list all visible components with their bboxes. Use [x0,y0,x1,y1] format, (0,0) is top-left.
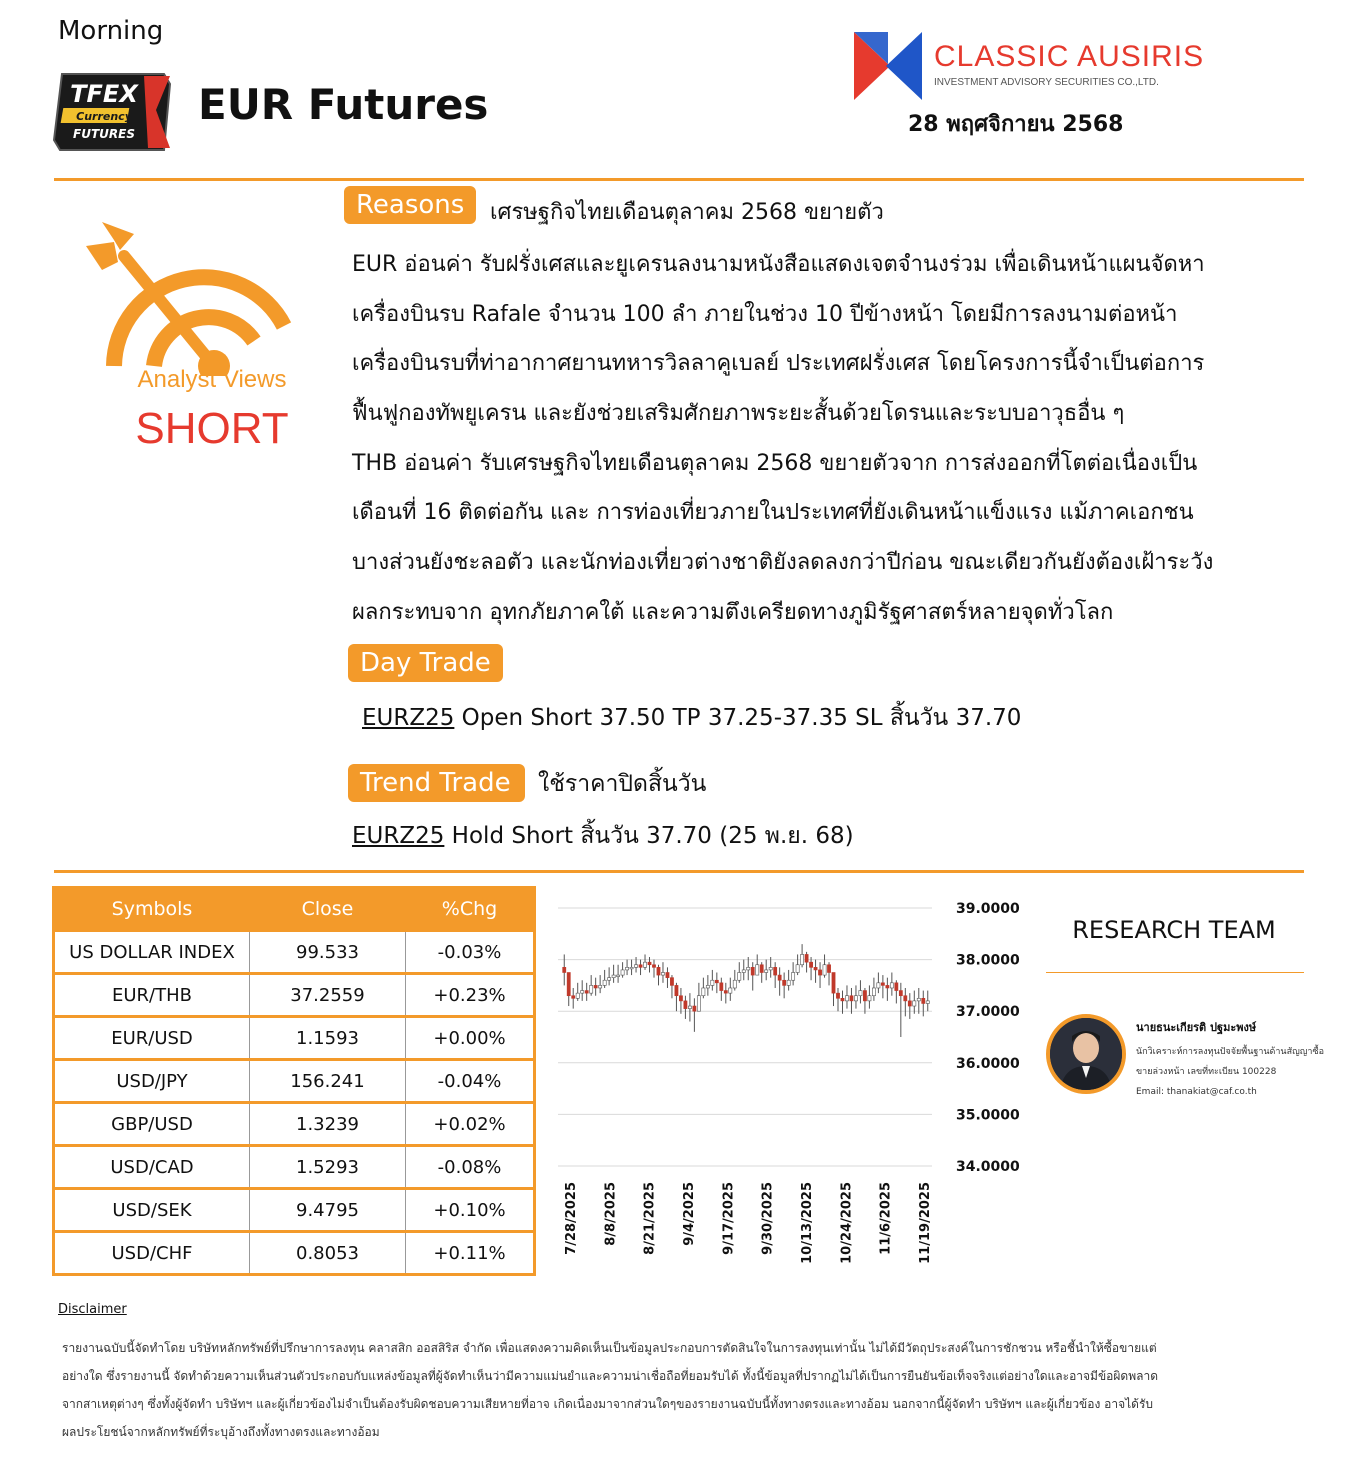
reason-line: THB อ่อนค่า รับเศรษฐกิจไทยเดือนตุลาคม 2568 ขยายตัวจาก การส่งออกที่โตต่อเนื่องเป็น [352,451,1198,476]
tfex-logo-text-2: Currency [76,110,132,123]
candle-body [872,988,875,996]
disclaimer-line: รายงานฉบับนี้จัดทำโดย บริษัทหลักทรัพย์ที่ปรึกษาการลงทุน คลาสสิก ออสสิริส จำกัด เพื่อแสดงความคิดเห็นเป็นข้อมูลประกอบการตัดสินใจในการลงทุนเท่านั้น ไม่ได้มีวัตถุประสงค์ในการชักชวน หรือชี้นำให้ซื้อขายแต่ [62,1341,1157,1355]
trend-trade-note: ใช้ราคาปิดสิ้นวัน [538,771,707,797]
day-trade-label: Day Trade [348,644,503,682]
brand-logo-icon [852,30,924,102]
candle-body [594,985,597,988]
table-row [54,1060,535,1103]
table-row [54,974,535,1017]
disclaimer-title: Disclaimer [58,1302,127,1317]
reasons-headline: เศรษฐกิจไทยเดือนตุลาคม 2568 ขยายตัว [490,200,884,225]
table-row [54,1103,535,1146]
symbol-cell: EUR/THB [54,974,250,1017]
candle-body [868,996,871,1001]
x-tick-label: 9/4/2025 [682,1182,697,1246]
candle-body [666,973,669,978]
candle-body [917,998,920,1001]
table-row [54,1189,535,1232]
symbol-cell: USD/SEK [54,1189,250,1232]
candle-body [590,985,593,993]
reason-line: บางส่วนยังชะลอตัว และนักท่องเที่ยวต่างชาติยังลดลงกว่าปีก่อน ขณะเดียวกันยังต้องเฝ้าระวัง [352,550,1214,575]
analyst-email: Email: thanakiat@caf.co.th [1136,1087,1257,1097]
brand-name: CLASSIC AUSIRIS [934,40,1205,73]
candle-body [845,996,848,1001]
symbol-cell: USD/JPY [54,1060,250,1103]
candle-body [823,965,826,975]
disclaimer-line: อย่างใด ซึ่งรายงานนี้ จัดทำด้วยความเห็นส่วนตัวประกอบกับแหล่งข้อมูลที่ผู้จัดทำเห็นว่ามีความแม่นยำและความน่าเชื่อถือที่ยอมรับได้ ทั้งนี้ข้อมูลที่ปรากฏไม่ได้เป็นการยืนยันข้อเท็จจริงแต่อย่างใดและอาจมีข้อผิดพลาด [62,1369,1158,1383]
candle-body [881,983,884,986]
analyst-license-line: ขายล่วงหน้า เลขที่ทะเบียน 100228 [1136,1067,1277,1077]
candle-body [877,983,880,988]
table-header-row [54,888,535,931]
candle-body [805,954,808,962]
candle-body [603,980,606,985]
close-cell: 1.3239 [250,1103,406,1146]
symbol-cell: USD/CHF [54,1232,250,1275]
x-tick-label: 11/6/2025 [878,1182,894,1255]
candle-body [697,996,700,1011]
trend-trade-text: Hold Short สิ้นวัน 37.70 (25 พ.ย. 68) [444,823,854,849]
table-row [54,1146,535,1189]
table-row [54,931,535,974]
avatar [1046,1014,1126,1094]
session-label: Morning [58,16,164,46]
candle-body [634,965,637,968]
table-row [54,1232,535,1275]
candle-body [711,980,714,985]
market-table [52,886,536,1276]
candle-body [608,978,611,981]
candle-body [904,996,907,1001]
column-header: Close [250,888,406,931]
disclaimer-text [62,1334,1302,1446]
candle-body [854,996,857,1001]
close-cell: 156.241 [250,1060,406,1103]
candle-body [733,980,736,988]
candle-body [908,1001,911,1006]
analyst-position-line: นักวิเคราะห์การลงทุนปัจจัยพื้นฐานด้านสัญญาซื้อ [1136,1047,1324,1057]
candle-body [765,970,768,973]
day-trade-recommendation [362,700,1021,736]
candle-body [809,962,812,967]
candle-body [679,996,682,1001]
target-arrow-icon [84,216,294,376]
analyst-position [1136,1042,1336,1102]
change-cell: -0.04% [406,1060,535,1103]
candle-body [800,954,803,964]
candle-body [756,965,759,975]
candle-body [899,991,902,996]
candle-body [630,967,633,969]
candle-body [581,991,584,994]
section-divider [54,870,1304,873]
y-tick-label: 34.0000 [956,1159,1020,1175]
x-tick-label: 9/17/2025 [721,1182,737,1255]
candle-body [648,962,651,965]
candle-body [841,998,844,1001]
candle-body [890,983,893,988]
candle-body [563,967,566,972]
reason-line: เครื่องบินรบ Rafale จำนวน 100 ลำ ภายในช่วง 10 ปีข้างหน้า โดยมีการลงนามต่อหน้า [352,302,1178,327]
candle-body [827,965,830,973]
brand-subtitle: INVESTMENT ADVISORY SECURITIES CO.,LTD. [934,77,1159,88]
x-tick-label: 8/8/2025 [603,1182,619,1246]
candle-body [926,1001,929,1004]
candle-body [684,1001,687,1009]
candle-body [751,967,754,975]
candle-body [747,967,750,970]
tfex-logo-text-3: FUTURES [73,127,135,141]
page-title: EUR Futures [198,80,489,129]
x-tick-label: 7/28/2025 [564,1182,579,1255]
reasons-label: Reasons [344,186,476,224]
candle-body [567,973,570,996]
analyst-views-label: Analyst Views [137,366,287,393]
candle-body [616,975,619,977]
candle-body [657,967,660,975]
candle-body [836,993,839,998]
reason-line: เครื่องบินรบที่ท่าอากาศยานทหารวิลลาคูเบลย์ ประเทศฝรั่งเศส โดยโครงการนี้จำเป็นต่อการ [352,351,1205,376]
table-row [54,1017,535,1060]
candle-body [639,965,642,968]
trend-trade-symbol: EURZ25 [352,823,445,849]
x-tick-label: 10/24/2025 [839,1182,855,1264]
symbol-cell: GBP/USD [54,1103,250,1146]
candle-body [702,988,705,996]
candle-body [661,973,664,976]
candle-body [576,993,579,998]
candle-body [859,991,862,996]
candle-body [599,985,602,988]
disclaimer-line: จากสาเหตุต่างๆ ซึ่งทั้งผู้จัดทำ บริษัทฯ และผู้เกี่ยวข้องไม่จำเป็นต้องรับผิดชอบความเสียหายที่อาจ เกิดเนื่องมาจากส่วนใดๆของรายงานฉบับนี้ทั้งทางตรงและทางอ้อม นอกจากนี้ผู้จัดทำ บริษัทฯ และผู้เกี่ยวข้อง อาจได้รับ [62,1397,1154,1411]
candle-body [585,991,588,994]
x-tick-label: 8/21/2025 [642,1182,658,1255]
disclaimer-line: ผลประโยชน์จากหลักทรัพย์ที่ระบุอ้างถึงทั้งทางตรงและทางอ้อม [62,1425,380,1439]
candle-body [774,967,777,975]
report-date: 28 พฤศจิกายน 2568 [908,112,1124,137]
price-chart [548,888,1028,1288]
day-trade-symbol: EURZ25 [362,705,455,731]
reason-line: ฟื้นฟูกองทัพยูเครน และยังช่วยเสริมศักยภาพระยะสั้นด้วยโดรนและระบบอาวุธอื่น ๆ [352,401,1125,426]
candle-body [652,965,655,968]
close-cell: 0.8053 [250,1232,406,1275]
change-cell: -0.08% [406,1146,535,1189]
candle-body [863,991,866,1001]
candle-body [715,980,718,983]
trend-trade-label: Trend Trade [348,764,525,802]
candle-body [778,975,781,980]
symbol-cell: USD/CAD [54,1146,250,1189]
candle-body [832,973,835,994]
change-cell: -0.03% [406,931,535,974]
change-cell: +0.23% [406,974,535,1017]
reason-line: ผลกระทบจาก อุทกภัยภาคใต้ และความตึงเครียดทางภูมิรัฐศาสตร์หลายจุดทั่วโลก [352,600,1114,625]
stance-label: SHORT [135,404,289,453]
candle-body [612,975,615,978]
candle-body [675,985,678,995]
close-cell: 1.5293 [250,1146,406,1189]
reason-line: EUR อ่อนค่า รับฝรั่งเศสและยูเครนลงนามหนังสือแสดงเจตจำนงร่วม เพื่อเดินหน้าแผนจัดหา [352,252,1205,277]
candle-body [643,962,646,967]
candle-body [818,970,821,975]
tfex-logo-text-1: TFEX [70,80,138,108]
candle-body [724,991,727,994]
candle-body [688,1006,691,1009]
candle-body [729,988,732,993]
candle-body [796,965,799,973]
y-tick-label: 39.0000 [956,901,1020,917]
header-divider [54,178,1304,181]
candle-body [913,1001,916,1006]
candle-body [814,967,817,970]
close-cell: 37.2559 [250,974,406,1017]
x-tick-label: 10/13/2025 [800,1182,815,1264]
candle-body [886,985,889,988]
candle-body [572,996,575,999]
research-team-title: RESEARCH TEAM [1072,916,1276,944]
day-trade-text: Open Short 37.50 TP 37.25-37.35 SL สิ้นวัน 37.70 [454,705,1022,731]
candle-body [706,985,709,988]
candle-body [850,996,853,1001]
column-header: Symbols [54,888,250,931]
candle-body [693,1006,696,1011]
candle-body [738,973,741,981]
candle-body [769,967,772,970]
change-cell: +0.00% [406,1017,535,1060]
candle-body [895,983,898,991]
symbol-cell: EUR/USD [54,1017,250,1060]
candle-body [670,978,673,986]
candle-body [922,998,925,1003]
trend-trade-recommendation [352,818,854,854]
candle-body [792,973,795,981]
candle-body [760,965,763,973]
y-tick-label: 36.0000 [956,1055,1020,1072]
symbol-cell: US DOLLAR INDEX [54,931,250,974]
candle-body [783,980,786,985]
team-divider [1046,972,1304,973]
change-cell: +0.11% [406,1232,535,1275]
candle-body [625,967,628,970]
close-cell: 1.1593 [250,1017,406,1060]
y-tick-label: 38.0000 [956,952,1020,969]
change-cell: +0.10% [406,1189,535,1232]
y-tick-label: 35.0000 [956,1107,1020,1124]
x-tick-label: 9/30/2025 [760,1182,776,1255]
close-cell: 99.533 [250,931,406,974]
x-tick-label: 11/19/2025 [918,1182,933,1264]
candle-body [787,980,790,985]
change-cell: +0.02% [406,1103,535,1146]
column-header: %Chg [406,888,535,931]
candle-body [621,970,624,975]
reason-line: เดือนที่ 16 ติดต่อกัน และ การท่องเที่ยวภายในประเทศที่ยังเดินหน้าแข็งแรง แม้ภาคเอกชน [352,500,1194,525]
candle-body [742,970,745,973]
tfex-logo [52,70,172,154]
candle-body [720,983,723,991]
close-cell: 9.4795 [250,1189,406,1232]
analyst-name: นายธนะเกียรติ ปฐมะพงษ์ [1136,1021,1257,1034]
y-tick-label: 37.0000 [956,1004,1020,1021]
